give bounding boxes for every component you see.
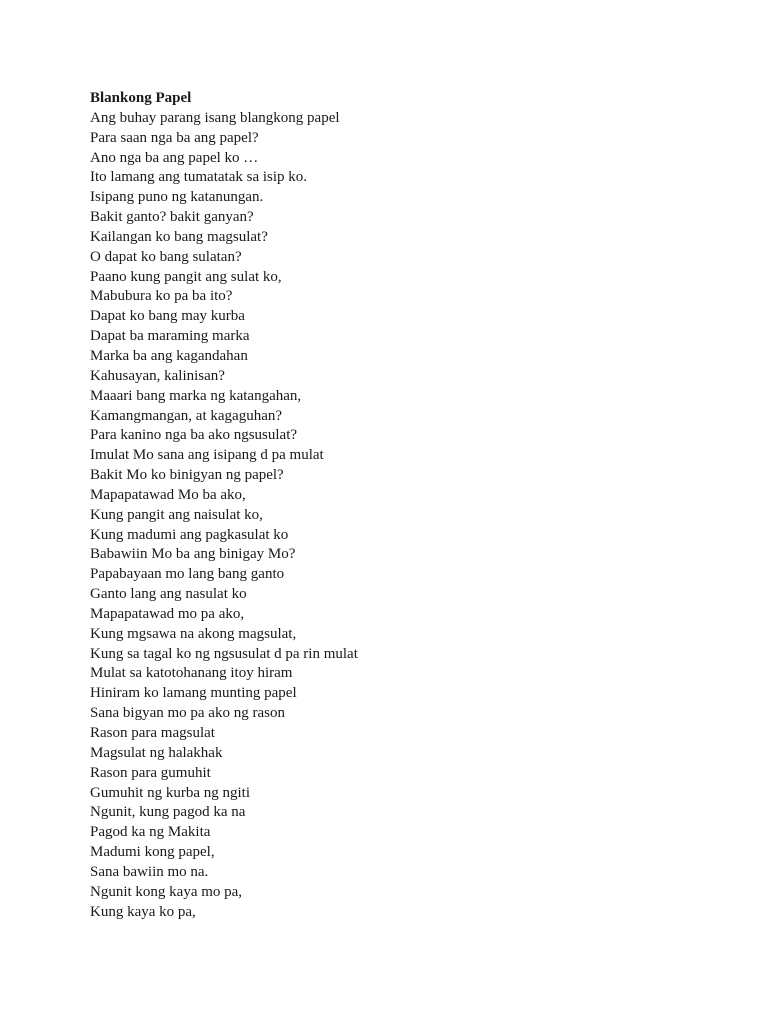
poem-line: Ano nga ba ang papel ko … [90, 149, 259, 166]
poem-line: Marka ba ang kagandahan [90, 347, 248, 364]
poem-line: Babawiin Mo ba ang binigay Mo? [90, 546, 296, 563]
poem-line: Mapapatawad mo pa ako, [90, 605, 245, 622]
poem-line: Ngunit kong kaya mo pa, [90, 883, 243, 900]
poem-line: Mulat sa katotohanang itoy hiram [90, 665, 293, 682]
poem-line: Papabayaan mo lang bang ganto [90, 566, 285, 583]
poem-line: Hiniram ko lamang munting papel [90, 685, 297, 702]
poem-line: Gumuhit ng kurba ng ngiti [90, 784, 250, 801]
poem-line: Kahusayan, kalinisan? [90, 367, 225, 384]
poem-line: Kailangan ko bang magsulat? [90, 228, 268, 245]
poem-line: Mapapatawad Mo ba ako, [90, 486, 246, 503]
poem-line: Para kanino nga ba ako ngsusulat? [90, 427, 298, 444]
poem-line: Kung sa tagal ko ng ngsusulat d pa rin mulat [90, 645, 358, 662]
poem-line: Ganto lang ang nasulat ko [90, 586, 247, 603]
poem-line: Ngunit, kung pagod ka na [90, 804, 246, 821]
poem-line: Magsulat ng halakhak [90, 744, 223, 761]
poem-line: Sana bawiin mo na. [90, 863, 209, 880]
poem-line: Ang buhay parang isang blangkong papel [90, 109, 340, 126]
poem-line: Kung kaya ko pa, [90, 903, 196, 920]
poem-line: O dapat ko bang sulatan? [90, 248, 242, 265]
poem-line: Bakit ganto? bakit ganyan? [90, 209, 254, 226]
poem-line: Kung madumi ang pagkasulat ko [90, 526, 289, 543]
poem-line: Bakit Mo ko binigyan ng papel? [90, 467, 284, 484]
poem-line: Dapat ko bang may kurba [90, 308, 245, 325]
poem-lines [90, 109, 358, 923]
poem-line: Madumi kong papel, [90, 844, 215, 861]
poem-line: Ito lamang ang tumatatak sa isip ko. [90, 169, 308, 186]
poem-line: Maaari bang marka ng katangahan, [90, 387, 302, 404]
poem-line: Rason para gumuhit [90, 764, 211, 781]
poem-line: Paano kung pangit ang sulat ko, [90, 268, 282, 285]
poem-line: Kung pangit ang naisulat ko, [90, 506, 263, 523]
poem-line: Mabubura ko pa ba ito? [90, 288, 233, 305]
poem-line: Imulat Mo sana ang isipang d pa mulat [90, 447, 324, 464]
poem-line: Para saan nga ba ang papel? [90, 129, 259, 146]
poem-line: Kung mgsawa na akong magsulat, [90, 625, 297, 642]
poem-line: Rason para magsulat [90, 725, 215, 741]
poem-line: Pagod ka ng Makita [90, 824, 211, 841]
poem-title: Blankong Papel [90, 90, 192, 106]
poem-body [90, 89, 358, 922]
poem-line: Kamangmangan, at kagaguhan? [90, 407, 283, 424]
poem-line: Dapat ba maraming marka [90, 328, 250, 345]
poem-line: Sana bigyan mo pa ako ng rason [90, 705, 285, 722]
poem-line: Isipang puno ng katanungan. [90, 189, 264, 206]
